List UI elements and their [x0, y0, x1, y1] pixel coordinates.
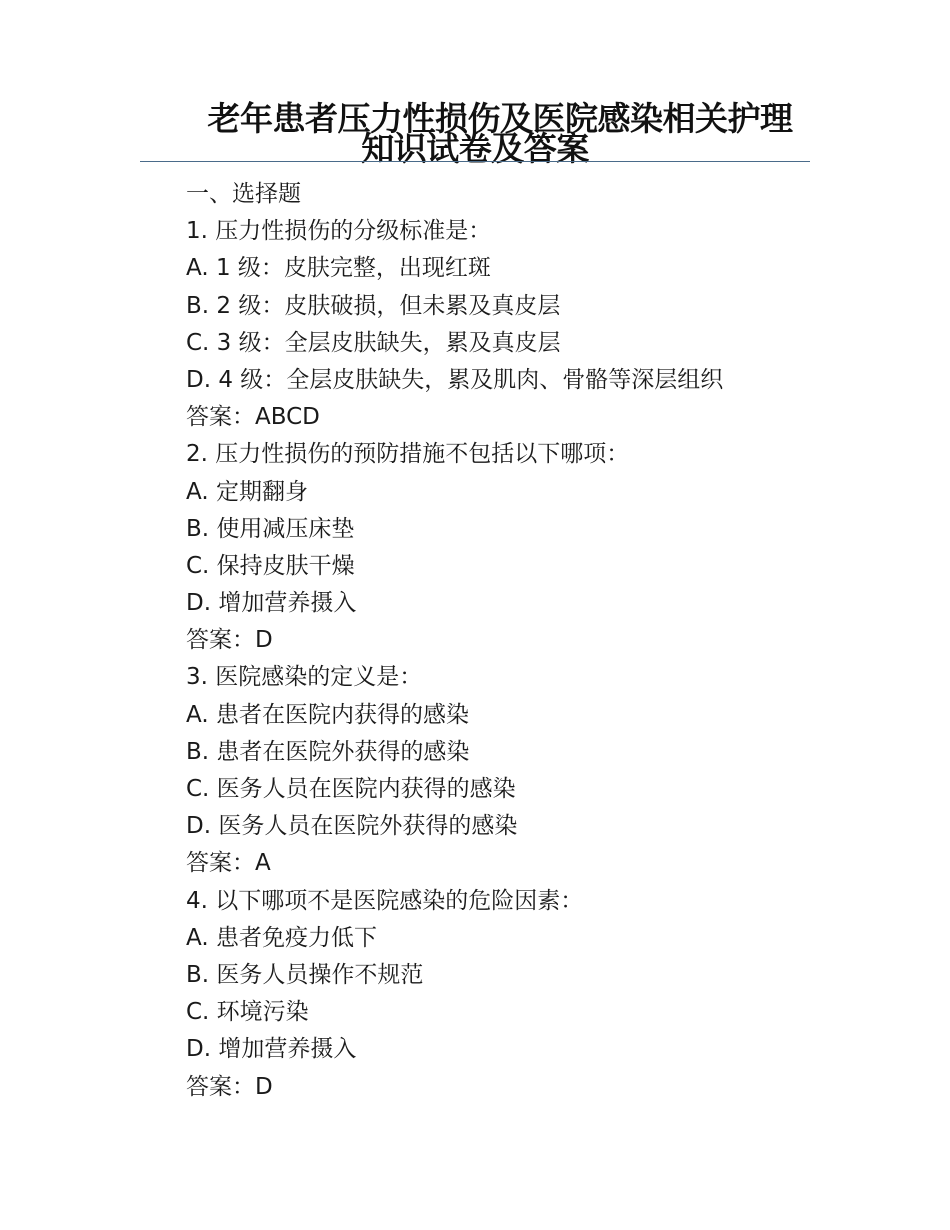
- question-stem: 3. 医院感染的定义是：: [186, 664, 423, 691]
- question-answer: 答案：D: [186, 627, 273, 654]
- question-option: D. 增加营养摄入: [186, 1036, 357, 1063]
- question-option: C. 医务人员在医院内获得的感染: [186, 776, 516, 802]
- document-title: [140, 99, 810, 168]
- question-option: D. 增加营养摄入: [186, 590, 357, 617]
- question-stem: 4. 以下哪项不是医院感染的危险因素：: [186, 887, 584, 914]
- document-body: [186, 176, 806, 1106]
- question-option: C. 3 级：全层皮肤缺失，累及真皮层: [186, 329, 561, 356]
- question-option: B. 患者在医院外获得的感染: [186, 738, 470, 765]
- question-option: A. 1 级：皮肤完整，出现红斑: [186, 255, 491, 282]
- question-stem: 2. 压力性损伤的预防措施不包括以下哪项：: [186, 441, 630, 468]
- section-heading: 一、选择题: [186, 181, 301, 207]
- question-block: [186, 213, 806, 436]
- question-answer: 答案：ABCD: [186, 404, 320, 431]
- question-option: B. 2 级：皮肤破损，但未累及真皮层: [186, 292, 561, 319]
- question-option: D. 医务人员在医院外获得的感染: [186, 813, 518, 840]
- question-option: B. 使用减压床垫: [186, 515, 355, 542]
- question-option: C. 保持皮肤干燥: [186, 552, 355, 579]
- question-option: A. 定期翻身: [186, 478, 308, 505]
- question-block: [186, 659, 806, 882]
- question-option: A. 患者在医院内获得的感染: [186, 701, 469, 728]
- title-line-1: 老年患者压力性损伤及医院感染相关护理: [207, 99, 793, 138]
- question-option: C. 环境污染: [186, 999, 309, 1026]
- title-line-2: 知识试卷及答案: [361, 129, 589, 168]
- title-divider: [140, 161, 810, 162]
- question-block: [186, 436, 806, 659]
- question-option: B. 医务人员操作不规范: [186, 961, 424, 988]
- question-answer: 答案：A: [186, 850, 271, 877]
- question-block: [186, 883, 806, 1106]
- question-option: A. 患者免疫力低下: [186, 924, 377, 951]
- question-stem: 1. 压力性损伤的分级标准是：: [186, 218, 492, 245]
- question-answer: 答案：D: [186, 1073, 273, 1100]
- question-option: D. 4 级：全层皮肤缺失，累及肌肉、骨骼等深层组织: [186, 366, 724, 393]
